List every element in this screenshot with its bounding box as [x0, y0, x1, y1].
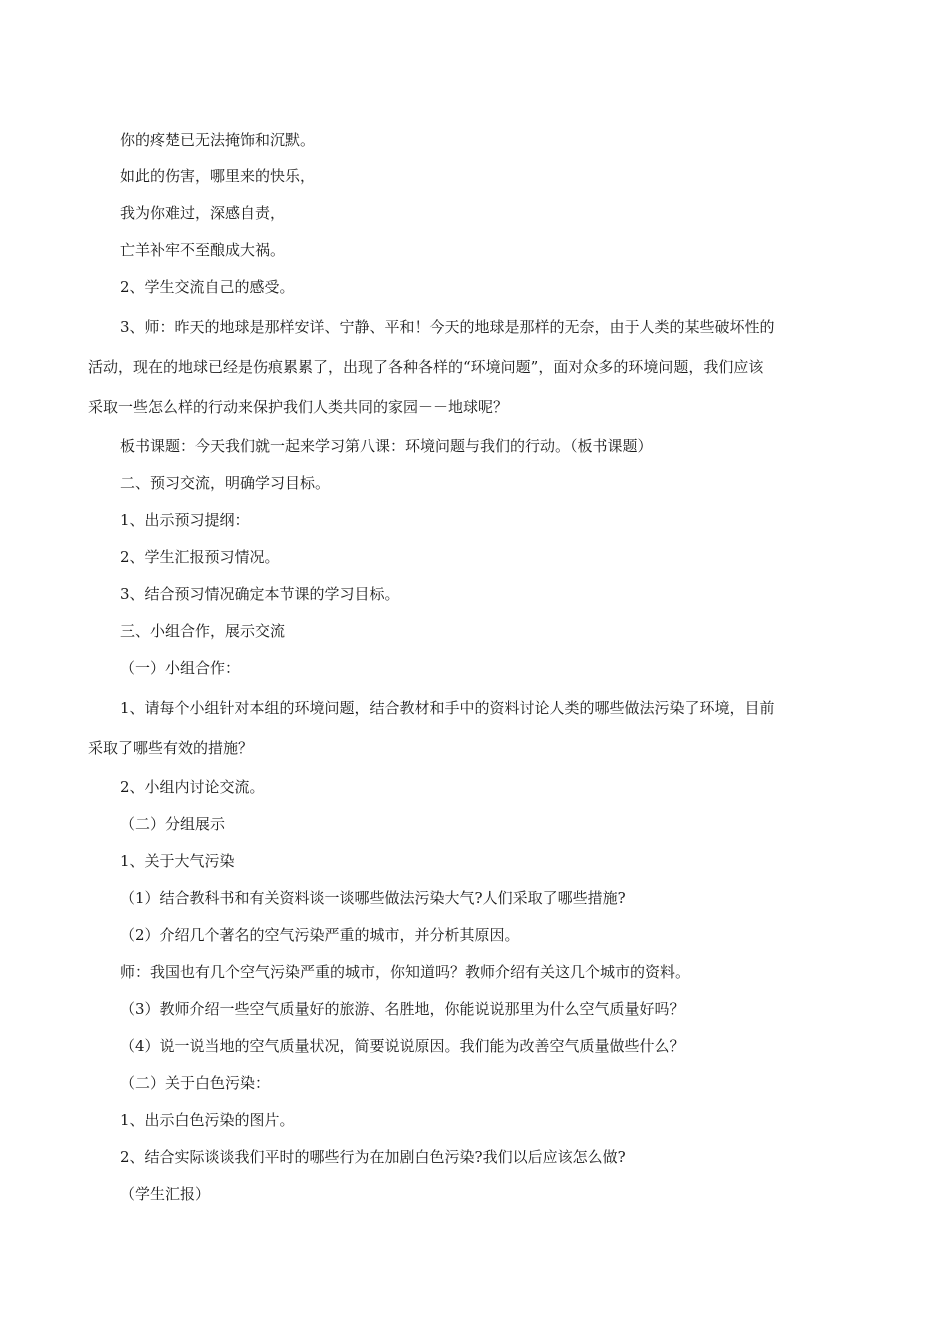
subsection-heading: （一）小组合作：	[120, 659, 241, 677]
list-item: （2）介绍几个著名的空气污染严重的城市，并分析其原因。	[120, 926, 520, 944]
paragraph: 师：我国也有几个空气污染严重的城市，你知道吗？教师介绍有关这几个城市的资料。	[120, 963, 691, 981]
list-item: 1、关于大气污染	[120, 852, 235, 870]
paragraph-continuation: 采取一些怎么样的行动来保护我们人类共同的家园－－地球呢？	[88, 398, 509, 416]
list-item: 2、小组内讨论交流。	[120, 778, 265, 796]
paragraph: 板书课题：今天我们就一起来学习第八课：环境问题与我们的行动。（板书课题）	[120, 437, 653, 455]
paragraph-continuation: 采取了哪些有效的措施？	[88, 739, 254, 757]
list-item: （3）教师介绍一些空气质量好的旅游、名胜地，你能说说那里为什么空气质量好吗？	[120, 1000, 685, 1018]
poem-line: 如此的伤害，哪里来的快乐，	[120, 167, 316, 185]
list-item: 2、结合实际谈谈我们平时的哪些行为在加剧白色污染?我们以后应该怎么做?	[120, 1148, 626, 1166]
list-item: 3、结合预习情况确定本节课的学习目标。	[120, 585, 400, 603]
section-heading: 二、预习交流，明确学习目标。	[120, 474, 331, 492]
list-item: 2、学生交流自己的感受。	[120, 278, 295, 296]
poem-line: 亡羊补牢不至酿成大祸。	[120, 241, 286, 259]
note: （学生汇报）	[120, 1185, 211, 1203]
list-item: 1、出示白色污染的图片。	[120, 1111, 295, 1129]
poem-line: 我为你难过，深感自责，	[120, 204, 286, 222]
paragraph-continuation: 活动，现在的地球已经是伤痕累累了，出现了各种各样的“环境问题”，面对众多的环境问题，我们应该	[88, 358, 764, 376]
list-item: 1、出示预习提纲：	[120, 511, 250, 529]
subsection-heading: （二）分组展示	[120, 815, 226, 833]
paragraph: 3、师：昨天的地球是那样安详、宁静、平和！今天的地球是那样的无奈，由于人类的某些破坏性的	[120, 318, 775, 336]
list-item: （1）结合教科书和有关资料谈一谈哪些做法污染大气?人们采取了哪些措施?	[120, 889, 626, 907]
list-item: （4）说一说当地的空气质量状况，简要说说原因。我们能为改善空气质量做些什么？	[120, 1037, 685, 1055]
poem-line: 你的疼楚已无法掩饰和沉默。	[120, 131, 316, 149]
section-heading: 三、小组合作，展示交流	[120, 622, 286, 640]
subsection-heading: （二）关于白色污染：	[120, 1074, 271, 1092]
list-item: 2、学生汇报预习情况。	[120, 548, 280, 566]
list-item: 1、请每个小组针对本组的环境问题，结合教材和手中的资料讨论人类的哪些做法污染了环境，目前	[120, 699, 775, 717]
